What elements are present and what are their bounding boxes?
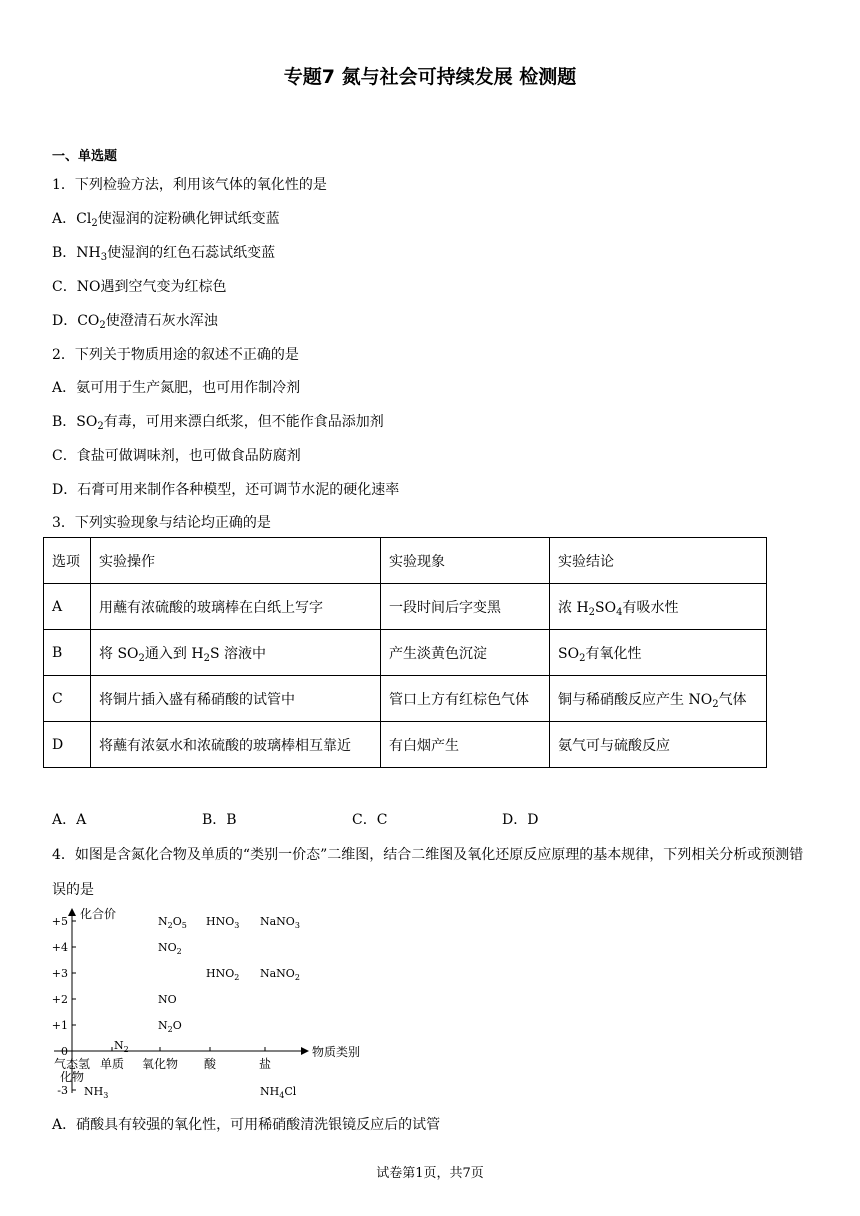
table-row bbox=[44, 630, 767, 676]
q3-stem: 3．下列实验现象与结论均正确的是 bbox=[52, 515, 271, 531]
q1-option-c: C．NO遇到空气变为红棕色 bbox=[52, 279, 227, 295]
table-cell: 一段时间后字变黑 bbox=[381, 584, 550, 630]
q1-option-d: D．$CO_2$使澄清石灰水浑浊 bbox=[52, 313, 218, 331]
table-header-row bbox=[44, 538, 767, 584]
y-tick-label: +4 bbox=[51, 941, 68, 954]
table-cell: 产生淡黄色沉淀 bbox=[381, 630, 550, 676]
table-cell: 用蘸有浓硫酸的玻璃棒在白纸上写字 bbox=[91, 584, 381, 630]
chart-point-label: $N_2$ bbox=[114, 1039, 129, 1054]
x-category-label: 化物 bbox=[59, 1070, 85, 1084]
chart-point-label: NaNO$_3$ bbox=[260, 915, 300, 930]
section-heading: 一、单选题 bbox=[52, 149, 118, 164]
table-row bbox=[44, 676, 767, 722]
q2-option-b: B．$SO_2$有毒，可用来漂白纸浆，但不能作食品添加剂 bbox=[52, 414, 384, 432]
x-category-label: 气态氢 bbox=[53, 1057, 91, 1071]
chart-point-label: $HNO_3$ bbox=[206, 915, 240, 930]
table-cell: $SO_2$有氧化性 bbox=[550, 630, 767, 676]
table-row bbox=[44, 584, 767, 630]
table-row bbox=[44, 722, 767, 768]
q3-option-a: A．A bbox=[52, 812, 87, 828]
table-header-cell: 实验操作 bbox=[91, 538, 381, 584]
q2-option-c: C．食盐可做调味剂，也可做食品防腐剂 bbox=[52, 448, 301, 464]
q3-option-c: C．C bbox=[352, 812, 388, 828]
y-tick-label: +3 bbox=[51, 967, 68, 980]
chart-point-label: $NH_3$ bbox=[84, 1085, 109, 1100]
y-tick-label: -3 bbox=[57, 1084, 68, 1097]
experiment-table bbox=[43, 537, 767, 768]
table-cell: D bbox=[44, 722, 91, 768]
table-cell: 管口上方有红棕色气体 bbox=[381, 676, 550, 722]
y-axis-label: 化合价 bbox=[80, 907, 117, 921]
table-cell: 将 $SO_2$通入到 $H_2S$ 溶液中 bbox=[91, 630, 381, 676]
chart-point-label: $NO_2$ bbox=[158, 941, 182, 956]
y-tick-label: +2 bbox=[51, 993, 68, 1006]
table-cell: 浓 $H_2SO_4$有吸水性 bbox=[550, 584, 767, 630]
x-axis-label: 物质类别 bbox=[312, 1045, 361, 1059]
chart-point-label: NaNO$_2$ bbox=[260, 967, 300, 982]
table-cell: A bbox=[44, 584, 91, 630]
q1-stem: 1．下列检验方法，利用该气体的氧化性的是 bbox=[52, 177, 327, 193]
q1-option-a: A．$Cl_2$使湿润的淀粉碘化钾试纸变蓝 bbox=[52, 211, 280, 229]
table-cell: 有白烟产生 bbox=[381, 722, 550, 768]
table-header-cell: 实验结论 bbox=[550, 538, 767, 584]
q3-option-d: D．D bbox=[502, 812, 539, 828]
x-category-label: 盐 bbox=[258, 1057, 272, 1071]
chart-point-label: $N_2O$ bbox=[158, 1019, 182, 1034]
chart-point-label: $N_2O_5$ bbox=[158, 915, 187, 930]
table-header-cell: 选项 bbox=[44, 538, 91, 584]
chart-point-label: $HNO_2$ bbox=[206, 967, 240, 982]
q4-stem: 4．如图是含氮化合物及单质的“类别一价态”二维图，结合二维图及氧化还原反应原理的基本规律，下列相关分析或预测错误的是 bbox=[52, 847, 804, 898]
page-footer: 试卷第1页，共7页 bbox=[376, 1166, 484, 1181]
table-cell: 将铜片插入盛有稀硝酸的试管中 bbox=[91, 676, 381, 722]
table-cell: 氨气可与硫酸反应 bbox=[550, 722, 767, 768]
table-cell: B bbox=[44, 630, 91, 676]
x-category-label: 氧化物 bbox=[141, 1057, 179, 1071]
table-header-cell: 实验现象 bbox=[381, 538, 550, 584]
table-cell: C bbox=[44, 676, 91, 722]
page-title: 专题7 氮与社会可持续发展 检测题 bbox=[283, 66, 577, 88]
valence-category-chart bbox=[50, 905, 380, 1100]
y-tick-label: +5 bbox=[51, 915, 68, 928]
q4-option-a: A．硝酸具有较强的氧化性，可用稀硝酸清洗银镜反应后的试管 bbox=[52, 1117, 441, 1133]
table-cell: 将蘸有浓氨水和浓硫酸的玻璃棒相互靠近 bbox=[91, 722, 381, 768]
q1-option-b: B．$NH_3$使湿润的红色石蕊试纸变蓝 bbox=[52, 245, 276, 263]
x-category-label: 酸 bbox=[203, 1057, 217, 1071]
q2-stem: 2．下列关于物质用途的叙述不正确的是 bbox=[52, 347, 299, 363]
table-cell: 铜与稀硝酸反应产生 $NO_2$气体 bbox=[550, 676, 767, 722]
y-tick-label: +1 bbox=[51, 1019, 68, 1032]
chart-point-label: NO bbox=[158, 993, 177, 1006]
chart-point-label: $NH_4Cl$ bbox=[260, 1085, 297, 1100]
q3-option-b: B．B bbox=[202, 812, 237, 828]
y-tick-label: 0 bbox=[61, 1045, 68, 1058]
x-category-label: 单质 bbox=[99, 1057, 125, 1071]
q2-option-d: D．石膏可用来制作各种模型，还可调节水泥的硬化速率 bbox=[52, 482, 400, 498]
q2-option-a: A．氨可用于生产氮肥，也可用作制冷剂 bbox=[52, 380, 301, 396]
